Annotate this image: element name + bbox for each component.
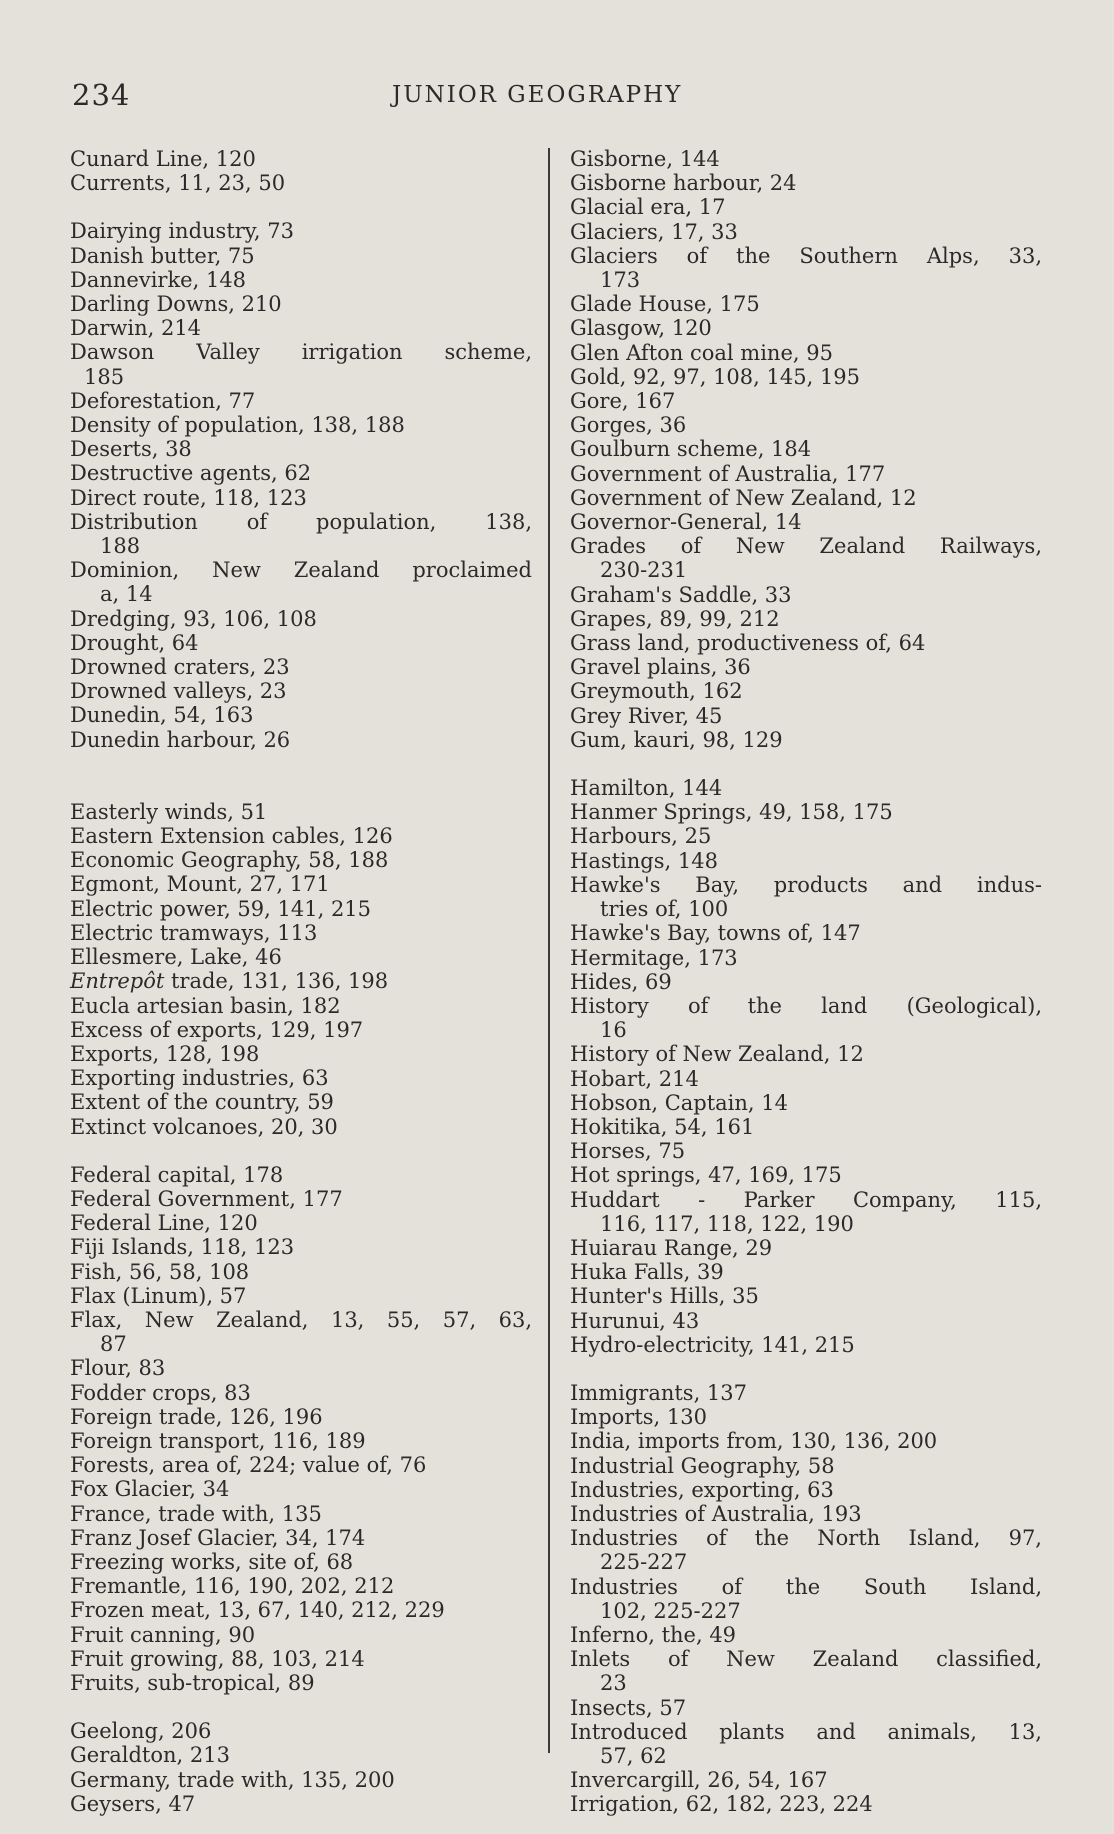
index-entry: Germany, trade with, 135, 200 <box>70 1767 395 1792</box>
index-entry: Hermitage, 173 <box>570 945 738 970</box>
index-column-left <box>70 147 532 1816</box>
index-entry: Drought, 64 <box>70 630 199 655</box>
index-entry: Fruit growing, 88, 103, 214 <box>70 1646 365 1671</box>
index-entry: Electric tramways, 113 <box>70 920 318 945</box>
index-entry: Federal capital, 178 <box>70 1162 284 1187</box>
index-entry: Federal Line, 120 <box>70 1211 258 1236</box>
index-entry-continuation: a, 14 <box>100 582 153 607</box>
index-entry-text: trade, 131, 136, 198 <box>164 969 389 994</box>
index-entry-continuation: 23 <box>600 1671 627 1696</box>
index-entry: Glaciers, 17, 33 <box>570 219 738 244</box>
index-entry: Inlets of New Zealand classified, <box>570 1647 1042 1672</box>
index-entry: Horses, 75 <box>570 1139 686 1164</box>
index-entry: Immigrants, 137 <box>570 1380 748 1405</box>
index-entry: Inferno, the, 49 <box>570 1622 737 1647</box>
index-entry: Dairying industry, 73 <box>70 219 294 244</box>
index-entry: Fiji Islands, 118, 123 <box>70 1235 295 1260</box>
index-entry: Hobart, 214 <box>570 1066 699 1091</box>
index-entry: Deserts, 38 <box>70 437 192 462</box>
index-entry: Hot springs, 47, 169, 175 <box>570 1163 842 1188</box>
index-entry: Fruits, sub-tropical, 89 <box>70 1670 315 1695</box>
index-entry: Forests, area of, 224; value of, 76 <box>70 1453 427 1478</box>
index-entry: Fox Glacier, 34 <box>70 1477 230 1502</box>
index-entry: Huiarau Range, 29 <box>570 1235 773 1260</box>
index-entry: Hunter's Hills, 35 <box>570 1284 759 1309</box>
index-entry: Gore, 167 <box>570 389 676 414</box>
index-entry: Harbours, 25 <box>570 824 712 849</box>
index-entry: Egmont, Mount, 27, 171 <box>70 872 330 897</box>
index-entry: Grey River, 45 <box>570 703 723 728</box>
index-entry: Dredging, 93, 106, 108 <box>70 606 317 631</box>
index-entry: Flour, 83 <box>70 1356 166 1381</box>
index-entry: Huddart - Parker Company, 115, <box>570 1187 1042 1212</box>
index-column-right <box>570 147 1042 1817</box>
index-entry: Easterly winds, 51 <box>70 799 268 824</box>
index-entry: Destructive agents, 62 <box>70 461 312 486</box>
index-entry: Gisborne, 144 <box>570 147 720 171</box>
index-entry: Electric power, 59, 141, 215 <box>70 896 372 921</box>
index-entry: Gum, kauri, 98, 129 <box>570 727 783 752</box>
index-entry: Hokitika, 54, 161 <box>570 1114 755 1139</box>
italic-term: Entrepôt <box>70 969 165 994</box>
index-entry: Federal Government, 177 <box>70 1186 343 1211</box>
index-entry: Currents, 11, 23, 50 <box>70 171 286 196</box>
index-entry: Industries of Australia, 193 <box>570 1501 862 1526</box>
index-entry: Economic Geography, 58, 188 <box>70 848 389 873</box>
index-entry: Greymouth, 162 <box>570 679 743 704</box>
index-entry: Hurunui, 43 <box>570 1308 700 1333</box>
index-entry: India, imports from, 130, 136, 200 <box>570 1429 938 1454</box>
index-entry: Invercargill, 26, 54, 167 <box>570 1768 828 1793</box>
index-entry: Imports, 130 <box>570 1405 707 1430</box>
index-entry: Gisborne harbour, 24 <box>570 171 797 196</box>
index-entry: Gold, 92, 97, 108, 145, 195 <box>570 364 861 389</box>
index-entry-continuation: 185 <box>84 364 125 389</box>
index-entry: Huka Falls, 39 <box>570 1260 724 1285</box>
index-entry: Fremantle, 116, 190, 202, 212 <box>70 1574 395 1599</box>
index-entry: Distribution of population, 138, <box>70 509 532 534</box>
index-entry: Glasgow, 120 <box>570 316 712 341</box>
index-entry: Irrigation, 62, 182, 223, 224 <box>570 1792 873 1817</box>
index-entry: Deforestation, 77 <box>70 388 256 413</box>
index-entry: Hawke's Bay, towns of, 147 <box>570 921 861 946</box>
index-entry: Hobson, Captain, 14 <box>570 1090 788 1115</box>
index-entry-continuation: 102, 225-227 <box>600 1598 741 1623</box>
index-entry: Hawke's Bay, products and indus- <box>570 872 1042 897</box>
index-entry: Franz Josef Glacier, 34, 174 <box>70 1525 366 1550</box>
index-entry: Grass land, productiveness of, 64 <box>570 631 926 656</box>
index-entry: Graham's Saddle, 33 <box>570 582 792 607</box>
index-entry: Extinct volcanoes, 20, 30 <box>70 1114 338 1139</box>
index-entry-continuation: 230-231 <box>600 558 688 583</box>
index-entry: Geelong, 206 <box>70 1719 212 1744</box>
index-entry: Industries of the North Island, 97, <box>570 1526 1042 1551</box>
index-entry-continuation: 188 <box>100 534 141 559</box>
index-entry: Gravel plains, 36 <box>570 655 751 680</box>
index-entry: Dunedin harbour, 26 <box>70 727 291 752</box>
index-entry: Goulburn scheme, 184 <box>570 437 812 462</box>
index-entry-continuation: 116, 117, 118, 122, 190 <box>600 1211 854 1236</box>
index-entry: Drowned craters, 23 <box>70 655 290 680</box>
index-entry: Freezing works, site of, 68 <box>70 1549 354 1574</box>
index-entry-continuation: 57, 62 <box>600 1744 667 1768</box>
index-entry-continuation: 87 <box>100 1332 127 1357</box>
index-entry: Darling Downs, 210 <box>70 292 282 317</box>
index-entry: Darwin, 214 <box>70 316 202 341</box>
index-entry <box>70 969 532 993</box>
index-entry: Fodder crops, 83 <box>70 1380 251 1405</box>
index-entry: Dominion, New Zealand proclaimed <box>70 558 532 583</box>
index-entry: Exports, 128, 198 <box>70 1041 260 1066</box>
index-entry: Exporting industries, 63 <box>70 1066 329 1091</box>
index-entry: France, trade with, 135 <box>70 1501 322 1526</box>
index-entry: Insects, 57 <box>570 1695 687 1720</box>
index-entry: Government of Australia, 177 <box>570 461 886 486</box>
index-entry-continuation: 225-227 <box>600 1550 688 1575</box>
index-entry: Glacial era, 17 <box>570 195 726 220</box>
index-entry: Geraldton, 213 <box>70 1743 230 1768</box>
index-entry: Industries of the South Island, <box>570 1574 1042 1599</box>
index-entry: Glen Afton coal mine, 95 <box>570 340 833 365</box>
index-entry: Gorges, 36 <box>570 413 687 438</box>
page-header <box>72 78 1042 118</box>
index-entry: Flax, New Zealand, 13, 55, 57, 63, <box>70 1307 532 1332</box>
index-entry: Fruit canning, 90 <box>70 1622 256 1647</box>
index-entry-continuation: 173 <box>600 268 641 293</box>
page-number: 234 <box>72 78 131 112</box>
index-entry-continuation: tries of, 100 <box>600 897 729 922</box>
index-entry: Direct route, 118, 123 <box>70 485 307 510</box>
index-entry: Flax (Linum), 57 <box>70 1283 247 1308</box>
index-entry: Geysers, 47 <box>70 1791 196 1816</box>
index-entry: Cunard Line, 120 <box>70 147 256 171</box>
index-entry: Hides, 69 <box>570 969 672 994</box>
index-entry: Hamilton, 144 <box>570 776 723 801</box>
index-entry: Governor-General, 14 <box>570 510 802 535</box>
column-divider <box>548 148 550 1753</box>
index-entry: Industries, exporting, 63 <box>570 1477 834 1502</box>
index-entry: Frozen meat, 13, 67, 140, 212, 229 <box>70 1598 445 1623</box>
index-entry: Foreign trade, 126, 196 <box>70 1404 323 1429</box>
index-entry: Foreign transport, 116, 189 <box>70 1428 366 1453</box>
index-entry: Eastern Extension cables, 126 <box>70 824 393 849</box>
index-entry: Eucla artesian basin, 182 <box>70 993 341 1018</box>
index-entry: Glade House, 175 <box>570 292 760 317</box>
running-title: JUNIOR GEOGRAPHY <box>392 82 683 108</box>
index-entry: History of New Zealand, 12 <box>570 1042 864 1067</box>
index-entry: Danish butter, 75 <box>70 243 255 268</box>
index-entry: Hastings, 148 <box>570 848 718 873</box>
index-entry: Dannevirke, 148 <box>70 267 247 292</box>
index-entry: Excess of exports, 129, 197 <box>70 1017 364 1042</box>
index-entry: Drowned valleys, 23 <box>70 679 287 704</box>
index-entry: Dunedin, 54, 163 <box>70 703 254 728</box>
index-entry: Extent of the country, 59 <box>70 1090 334 1115</box>
index-entry: Hydro-electricity, 141, 215 <box>570 1332 855 1357</box>
index-entry: Government of New Zealand, 12 <box>570 485 917 510</box>
index-entry: Grades of New Zealand Railways, <box>570 534 1042 559</box>
index-entry: Introduced plants and animals, 13, <box>570 1719 1042 1744</box>
index-entry: Dawson Valley irrigation scheme, <box>70 340 532 365</box>
index-entry: Grapes, 89, 99, 212 <box>570 606 780 631</box>
index-entry: History of the land (Geological), <box>570 993 1042 1018</box>
index-entry-continuation: 16 <box>600 1018 627 1043</box>
index-entry: Hanmer Springs, 49, 158, 175 <box>570 800 893 825</box>
index-entry: Density of population, 138, 188 <box>70 413 405 438</box>
index-entry: Fish, 56, 58, 108 <box>70 1259 250 1284</box>
index-entry: Glaciers of the Southern Alps, 33, <box>570 243 1042 268</box>
index-entry: Industrial Geography, 58 <box>570 1453 835 1478</box>
index-entry: Ellesmere, Lake, 46 <box>70 945 282 970</box>
